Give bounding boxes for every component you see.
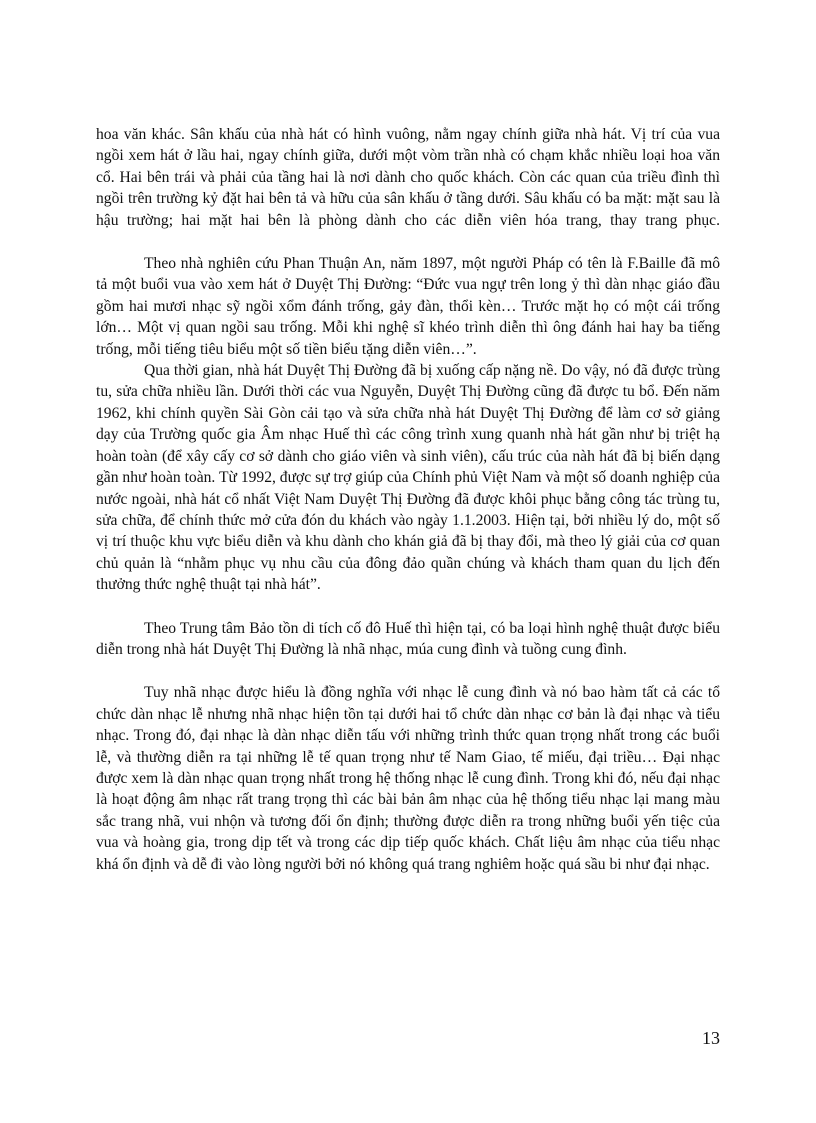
paragraph-nha-nhac: Tuy nhã nhạc được hiểu là đồng nghĩa với nhạc lễ cung đình và nó bao hàm tất cả các tổ chức dàn nhạc lễ nhưng nhã nhạc hiện tồn tại dưới hai tổ chức dàn nhạc cơ bản là đại nhạc và tiểu nhạc. Trong đó, đại nhạc là dàn nhạc diễn tấu với những trình thức quan trọng nhất trong các buổi lễ, và thường diễn ra tại những lễ tế quan trọng như tế Nam Giao, tế miếu, đại triều… Đại nhạc được xem là dàn nhạc quan trọng nhất trong hệ thống nhạc lễ cung đình. Trong khi đó, nếu đại nhạc là hoạt động âm nhạc rất trang trọng thì các bài bản âm nhạc của hệ thống tiểu nhạc lại mang màu sắc trang nhã, vui nhộn và tương đối ổn định; thường được diễn ra trong những buổi yến tiệc của vua và hoàng gia, trong dịp tết và trong các dịp tiếp quốc khách. Chất liệu âm nhạc của tiểu nhạc khá ổn định và dễ đi vào lòng người bởi nó không quá trang nghiêm hoặc quá sầu bi như đại nhạc. — [96, 684, 720, 873]
page-number: 13 — [702, 1028, 720, 1048]
paragraph-restoration-history: Qua thời gian, nhà hát Duyệt Thị Đường đã bị xuống cấp nặng nề. Do vậy, nó đã được trùng tu, sửa chữa nhiều lần. Dưới thời các vua Nguyễn, Duyệt Thị Đường cũng đã được tu bổ. Đến năm 1962, khi chính quyền Sài Gòn cải tạo và sửa chữa nhà hát Duyệt Thị Đường để làm cơ sở giảng dạy của Trường quốc gia Âm nhạc Huế thì các công trình xung quanh nhà hát gần như bị triệt hạ hoàn toàn (để xây cấy cơ sở dành cho giáo viên và sinh viên), cấu trúc của nàh hát đã bị biến dạng gần như hoàn toàn. Từ 1992, được sự trợ giúp của Chính phủ Việt Nam và một số doanh nghiệp của nước ngoài, nhà hát cổ nhất Việt Nam Duyệt Thị Đường đã được khôi phục bằng công tác trùng tu, sửa chữa, để chính thức mở cửa đón du khách vào ngày 1.1.2003. Hiện tại, bởi nhiều lý do, một số vị trí thuộc khu vực biểu diễn và khu dành cho khán giả đã bị thay đổi, mà theo lý giải của cơ quan chủ quản là “nhằm phục vụ nhu cầu của đông đảo quần chúng và khách tham quan du lịch đến thưởng thức nghệ thuật tại nhà hát”. — [96, 362, 720, 594]
paragraph-stage-description: hoa văn khác. Sân khấu của nhà hát có hình vuông, nằm ngay chính giữa nhà hát. Vị trí của vua ngồi xem hát ở lầu hai, ngay chính giữa, dưới một vòm trần nhà có chạm khắc nhiều loại hoa văn cổ. Hai bên trái và phải của tầng hai là nơi dành cho quốc khách. Còn các quan của triều đình thì ngồi trên trường kỷ đặt hai bên tả và hữu của sân khấu ở tầng dưới. Sâu khấu có ba mặt: mặt sau là hậu trường; hai mặt hai bên là phòng dành cho các diễn viên hóa trang, thay trang phục. — [96, 126, 720, 229]
paragraph-performance-types: Theo Trung tâm Bảo tồn di tích cố đô Huế thì hiện tại, có ba loại hình nghệ thuật được biểu diễn trong nhà hát Duyệt Thị Đường là nhã nhạc, múa cung đình và tuồng cung đình. — [96, 619, 720, 658]
paragraph-baille-account: Theo nhà nghiên cứu Phan Thuận An, năm 1897, một người Pháp có tên là F.Baille đã mô tả một buổi vua vào xem hát ở Duyệt Thị Đường: “Đức vua ngự trên long ỷ thì dàn nhạc giáo đầu gồm hai mươi nhạc sỹ ngồi xổm đánh trống, gảy đàn, thổi kèn… Trước mặt họ có một cái trống lớn… Một vị quan ngồi sau trống. Mỗi khi nghệ sĩ khéo trình diễn thì ông đánh hai hay ba tiếng trống, mỗi tiếng tiêu biểu một số tiền biểu tặng diễn viên…”. — [96, 255, 720, 358]
document-body — [96, 124, 720, 875]
